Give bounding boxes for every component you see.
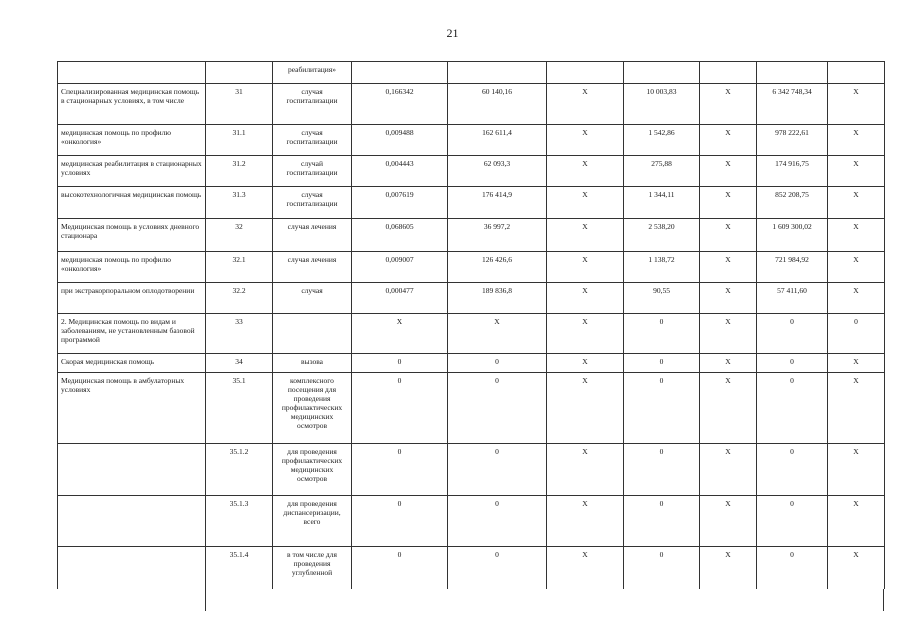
row-number: 33 bbox=[206, 314, 273, 354]
row-value: Х bbox=[828, 219, 885, 252]
row-name: медицинская реабилитация в стационарных условиях bbox=[58, 156, 206, 187]
row-value: 0,004443 bbox=[352, 156, 448, 187]
row-number: 35.1 bbox=[206, 373, 273, 444]
row-value: 0 bbox=[757, 314, 828, 354]
row-value: Х bbox=[547, 125, 624, 156]
table-row bbox=[58, 62, 885, 84]
row-number: 32.2 bbox=[206, 283, 273, 314]
row-number: 35.1.2 bbox=[206, 444, 273, 496]
table-row bbox=[58, 373, 885, 444]
row-value: Х bbox=[547, 219, 624, 252]
row-value: 978 222,61 bbox=[757, 125, 828, 156]
row-unit bbox=[273, 314, 352, 354]
row-value: 2 538,20 bbox=[624, 219, 700, 252]
row-value: Х bbox=[700, 219, 757, 252]
row-value: 36 997,2 bbox=[448, 219, 547, 252]
row-value: Х bbox=[547, 84, 624, 125]
row-name: Медицинская помощь в условиях дневного стационара bbox=[58, 219, 206, 252]
row-name: Специализированная медицинская помощь в стационарных условиях, в том числе bbox=[58, 84, 206, 125]
row-value bbox=[624, 62, 700, 84]
row-value: Х bbox=[828, 547, 885, 607]
row-unit: случая лечения bbox=[273, 252, 352, 283]
page-crop bbox=[0, 589, 905, 640]
row-value: 1 609 300,02 bbox=[757, 219, 828, 252]
row-value: 174 916,75 bbox=[757, 156, 828, 187]
row-number: 35.1.4 bbox=[206, 547, 273, 607]
row-value: 126 426,6 bbox=[448, 252, 547, 283]
row-value: 90,55 bbox=[624, 283, 700, 314]
row-unit: случая bbox=[273, 283, 352, 314]
row-value: 6 342 748,34 bbox=[757, 84, 828, 125]
row-value: Х bbox=[828, 444, 885, 496]
row-value: Х bbox=[700, 373, 757, 444]
row-value: 0 bbox=[757, 354, 828, 373]
row-name: медицинская помощь по профилю «онкология» bbox=[58, 252, 206, 283]
row-value: 0 bbox=[624, 547, 700, 607]
row-value: Х bbox=[700, 354, 757, 373]
table-row bbox=[58, 84, 885, 125]
row-number: 34 bbox=[206, 354, 273, 373]
row-value: Х bbox=[547, 496, 624, 547]
row-value: Х bbox=[828, 373, 885, 444]
row-value: 0 bbox=[624, 354, 700, 373]
row-value: 176 414,9 bbox=[448, 187, 547, 219]
table-row bbox=[58, 444, 885, 496]
row-value: 57 411,60 bbox=[757, 283, 828, 314]
row-value: Х bbox=[547, 283, 624, 314]
row-value: 275,88 bbox=[624, 156, 700, 187]
row-value: 60 140,16 bbox=[448, 84, 547, 125]
row-value: 0 bbox=[352, 354, 448, 373]
row-number bbox=[206, 62, 273, 84]
row-value: Х bbox=[700, 84, 757, 125]
row-value: 1 344,11 bbox=[624, 187, 700, 219]
row-name bbox=[58, 444, 206, 496]
row-value: 0,000477 bbox=[352, 283, 448, 314]
row-value: 0 bbox=[624, 444, 700, 496]
row-value: Х bbox=[700, 496, 757, 547]
row-value: 1 138,72 bbox=[624, 252, 700, 283]
row-name: высокотехнологичная медицинская помощь bbox=[58, 187, 206, 219]
row-value: 62 093,3 bbox=[448, 156, 547, 187]
row-value: 0 bbox=[352, 373, 448, 444]
table-row bbox=[58, 496, 885, 547]
row-name: при экстракорпоральном оплодотворении bbox=[58, 283, 206, 314]
document-table bbox=[57, 61, 885, 607]
row-number: 31.2 bbox=[206, 156, 273, 187]
row-value: Х bbox=[547, 547, 624, 607]
row-value: 10 003,83 bbox=[624, 84, 700, 125]
row-name bbox=[58, 62, 206, 84]
table-row bbox=[58, 125, 885, 156]
row-value: Х bbox=[828, 252, 885, 283]
row-value: 721 984,92 bbox=[757, 252, 828, 283]
row-value: Х bbox=[547, 354, 624, 373]
row-value: 0 bbox=[757, 444, 828, 496]
table-row bbox=[58, 252, 885, 283]
row-value bbox=[700, 62, 757, 84]
row-value: Х bbox=[700, 314, 757, 354]
row-number: 35.1.3 bbox=[206, 496, 273, 547]
row-value: 0 bbox=[448, 444, 547, 496]
row-value: 0 bbox=[352, 444, 448, 496]
row-value: 0 bbox=[624, 373, 700, 444]
row-value bbox=[352, 62, 448, 84]
row-unit: случай госпитализации bbox=[273, 156, 352, 187]
row-value: Х bbox=[547, 187, 624, 219]
table-row bbox=[58, 219, 885, 252]
row-value: 0 bbox=[448, 373, 547, 444]
row-value: Х bbox=[828, 496, 885, 547]
row-value: 0 bbox=[624, 496, 700, 547]
row-value: 0 bbox=[448, 496, 547, 547]
row-unit: случая госпитализации bbox=[273, 84, 352, 125]
row-name: Скорая медицинская помощь bbox=[58, 354, 206, 373]
row-value: 0 bbox=[757, 496, 828, 547]
row-number: 32 bbox=[206, 219, 273, 252]
row-value: Х bbox=[828, 187, 885, 219]
row-value: Х bbox=[700, 444, 757, 496]
row-value: 0,007619 bbox=[352, 187, 448, 219]
row-number: 31.3 bbox=[206, 187, 273, 219]
table-row bbox=[58, 187, 885, 219]
row-unit: комплексного посещения для проведения профилактических медицинских осмотров bbox=[273, 373, 352, 444]
row-value: 0,068605 bbox=[352, 219, 448, 252]
row-value: 0 bbox=[352, 547, 448, 607]
row-value: 162 611,4 bbox=[448, 125, 547, 156]
row-value: 852 208,75 bbox=[757, 187, 828, 219]
row-value: 0 bbox=[448, 354, 547, 373]
row-value: 189 836,8 bbox=[448, 283, 547, 314]
row-number: 31.1 bbox=[206, 125, 273, 156]
row-value bbox=[828, 62, 885, 84]
row-value: Х bbox=[547, 314, 624, 354]
table-row bbox=[58, 354, 885, 373]
row-value: 0 bbox=[624, 314, 700, 354]
row-value: Х bbox=[700, 252, 757, 283]
row-unit: вызова bbox=[273, 354, 352, 373]
table-row bbox=[58, 156, 885, 187]
row-value: 0 bbox=[352, 496, 448, 547]
row-unit: для проведения профилактических медицинских осмотров bbox=[273, 444, 352, 496]
row-unit: для проведения диспансеризации, всего bbox=[273, 496, 352, 547]
row-value: Х bbox=[700, 156, 757, 187]
row-value: Х bbox=[547, 156, 624, 187]
table-body bbox=[58, 62, 885, 607]
row-unit: реабилитация» bbox=[273, 62, 352, 84]
row-unit: случая лечения bbox=[273, 219, 352, 252]
row-unit: случая госпитализации bbox=[273, 125, 352, 156]
row-value: Х bbox=[700, 125, 757, 156]
row-name bbox=[58, 496, 206, 547]
row-name: медицинская помощь по профилю «онкология» bbox=[58, 125, 206, 156]
row-value: Х bbox=[448, 314, 547, 354]
table-row bbox=[58, 314, 885, 354]
row-value: Х bbox=[700, 187, 757, 219]
row-value bbox=[448, 62, 547, 84]
row-value bbox=[547, 62, 624, 84]
row-unit: случая госпитализации bbox=[273, 187, 352, 219]
row-value: Х bbox=[828, 156, 885, 187]
row-value: Х bbox=[700, 283, 757, 314]
row-value: 1 542,86 bbox=[624, 125, 700, 156]
row-number: 31 bbox=[206, 84, 273, 125]
page-number: 21 bbox=[446, 26, 459, 40]
row-name: 2. Медицинская помощь по видам и заболеваниям, не установленным базовой программой bbox=[58, 314, 206, 354]
row-value: 0 bbox=[448, 547, 547, 607]
table-row bbox=[58, 283, 885, 314]
row-value: Х bbox=[828, 283, 885, 314]
row-number: 32.1 bbox=[206, 252, 273, 283]
table-border bbox=[205, 589, 206, 611]
row-value: Х bbox=[352, 314, 448, 354]
row-value: Х bbox=[547, 373, 624, 444]
row-value: 0,009488 bbox=[352, 125, 448, 156]
row-value: Х bbox=[547, 444, 624, 496]
row-value: Х bbox=[547, 252, 624, 283]
row-unit: в том числе для проведения углубленной bbox=[273, 547, 352, 607]
row-value: 0,166342 bbox=[352, 84, 448, 125]
row-value: 0 bbox=[828, 314, 885, 354]
row-value: Х bbox=[828, 354, 885, 373]
row-value: 0 bbox=[757, 373, 828, 444]
row-value: Х bbox=[828, 84, 885, 125]
row-value: 0 bbox=[757, 547, 828, 607]
row-name: Медицинская помощь в амбулаторных условиях bbox=[58, 373, 206, 444]
row-value: 0,009007 bbox=[352, 252, 448, 283]
row-value bbox=[757, 62, 828, 84]
row-value: Х bbox=[828, 125, 885, 156]
table-border bbox=[883, 589, 884, 611]
row-value: Х bbox=[700, 547, 757, 607]
